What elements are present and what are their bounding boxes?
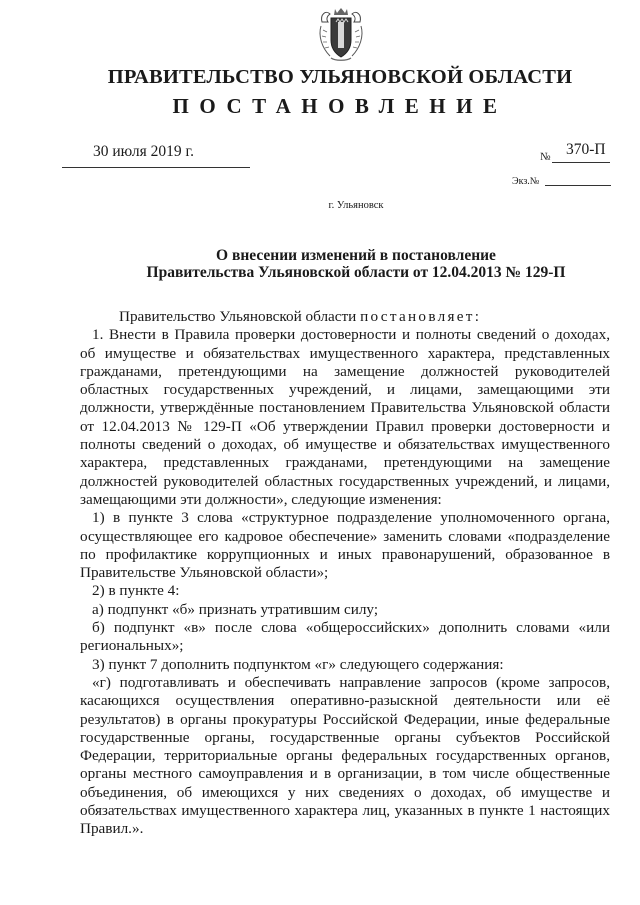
- document-title: [0, 247, 640, 281]
- document-date: 30 июля 2019 г.: [93, 143, 194, 160]
- date-underline: [62, 167, 250, 168]
- title-line-2: Правительства Ульяновской области от 12.04.2013 № 129-П: [146, 264, 566, 281]
- paragraph-1-1: 1) в пункте 3 слова «структурное подразделение уполномоченного органа, осуществляющее его кадровое обеспечение» заменить словами «подразделение по профилактике коррупционных и иных правонарушений, образованное в Правительстве Ульяновской области»;: [80, 509, 610, 582]
- copy-number-label: Экз.№: [512, 176, 540, 187]
- paragraph-1-2: 2) в пункте 4:: [92, 582, 180, 600]
- document-body: [80, 308, 610, 839]
- intro-verb: постановляет:: [360, 308, 482, 325]
- coat-of-arms-icon: [318, 6, 364, 64]
- government-name: ПРАВИТЕЛЬСТВО УЛЬЯНОВСКОЙ ОБЛАСТИ: [107, 66, 573, 88]
- copy-number-underline: [545, 185, 611, 186]
- number-label: №: [540, 151, 551, 163]
- city: г. Ульяновск: [328, 200, 384, 211]
- paragraph-1: 1. Внести в Правила проверки достоверности и полноты сведений о доходах, об имуществе и обязательствах имущественного характера, представленных гражданами, претендующими на замещение должностей руководителей областных государственных учреждений, и лицами, замещающими эти должности, утверждённые постановлением Правительства Ульяновской области от 12.04.2013 № 129-П «Об утверждении Правил проверки достоверности и полноты сведений о доходах, об имуществе и обязательствах имущественного характера, представленных гражданами, претендующими на замещение должностей руководителей областных государственных учреждений, и лицами, замещающими эти должности», следующие изменения:: [80, 326, 610, 508]
- paragraph-1-2-b: б) подпункт «в» после слова «общероссийских» дополнить словами «или региональных»;: [80, 619, 610, 655]
- document-number: 370-П: [566, 141, 606, 158]
- paragraph-1-3-g: «г) подготавливать и обеспечивать направление запросов (кроме запросов, касающихся осуществления оперативно-разыскной деятельности или её результатов) в органы прокуратуры Российской Федерации, иные федеральные государственные органы, государственные органы субъектов Российской Федерации, территориальные органы федеральных государственных органов, органы местного самоуправления и в организации, в том числе общественные объединения, об имеющихся у них сведениях о доходах, об имуществе и обязательствах имущественного характера лиц, указанных в пункте 1 настоящих Правил.».: [80, 673, 610, 838]
- number-underline: [552, 162, 610, 163]
- title-line-1: О внесении изменений в постановление: [216, 247, 496, 264]
- document-type: ПОСТАНОВЛЕНИЕ: [172, 94, 508, 118]
- paragraph-1-2-a: а) подпункт «б» признать утратившим силу;: [92, 600, 379, 618]
- intro-paragraph: [107, 308, 610, 326]
- intro-subject: Правительство Ульяновской области: [119, 308, 357, 325]
- paragraph-1-3: 3) пункт 7 дополнить подпунктом «г» следующего содержания:: [92, 655, 504, 673]
